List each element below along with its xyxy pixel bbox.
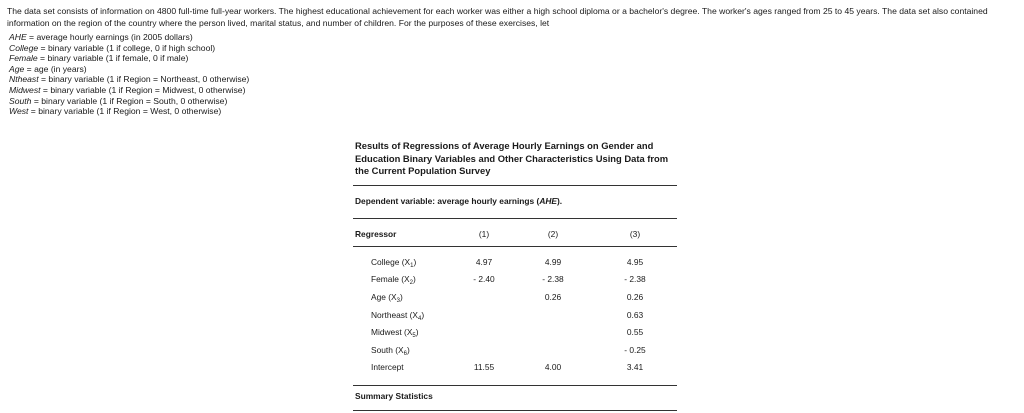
def-desc: = binary variable (1 if Region = Northeast, 0 otherwise) (38, 74, 250, 85)
table-row (0, 292, 1024, 307)
table-title: Results of Regressions of Average Hourly Earnings on Gender and Education Binary Variables and Other Characteristics Using Data from the Current Population Survey (355, 140, 669, 177)
variable-definitions (9, 32, 249, 117)
def-var: South (9, 95, 32, 106)
header-regressor: Regressor (355, 229, 397, 239)
table-rule-top (353, 185, 677, 186)
row-label: Female $(X_2)$ (371, 274, 416, 286)
def-desc: = age (in years) (24, 63, 87, 74)
cell-col-3: 0.63 (626, 310, 644, 320)
table-rule-header-bottom (353, 246, 677, 247)
def-var: AHE (9, 32, 27, 42)
header-col-1: (1) (478, 229, 490, 239)
definition-female (9, 53, 249, 64)
table-row (0, 362, 1024, 377)
table-row (0, 327, 1024, 342)
definition-ntheast (9, 74, 249, 85)
cell-col-3: - 2.38 (624, 274, 646, 284)
row-label: College $(X_1)$ (371, 257, 417, 269)
dependent-variable-line (355, 196, 562, 206)
table-rule-header-top (353, 218, 677, 219)
def-var: Age (9, 63, 25, 74)
depvar-name: AHE (539, 196, 557, 206)
cell-col-3: 3.41 (626, 362, 644, 372)
depvar-suffix: ). (557, 196, 563, 206)
definition-age (9, 64, 249, 75)
def-var: College (9, 42, 39, 53)
cell-col-2: 0.26 (544, 292, 562, 302)
intro-paragraph: The data set consists of information on 4800 full-time full-year workers. The highest educational achievement for each worker was either a high school diploma or a bachelor's degree. The worker's ages ranged from 25 to 45 years. The data set also contained information on the region of the country where the person lived, marital status, and number of children. For the purposes of these exercises, let (7, 6, 988, 28)
def-var: Midwest (9, 84, 41, 95)
definition-west (9, 106, 249, 117)
def-desc: = average hourly earnings (in 2005 dollars) (26, 32, 193, 42)
cell-col-2: 4.00 (544, 362, 562, 372)
row-label: South $(X_6)$ (371, 345, 410, 357)
header-col-2: (2) (547, 229, 559, 239)
def-desc: = binary variable (1 if college, 0 if high school) (38, 42, 216, 53)
def-desc: = binary variable (1 if Region = Midwest, 0 otherwise) (40, 84, 246, 95)
definition-south (9, 96, 249, 107)
cell-col-1: 4.97 (475, 257, 493, 267)
cell-col-1: 11.55 (473, 362, 495, 372)
row-label: Intercept (371, 362, 404, 372)
definition-college (9, 43, 249, 54)
cell-col-3: - 0.25 (624, 345, 646, 355)
table-rule-summary-bottom (353, 410, 677, 411)
summary-statistics-heading: Summary Statistics (355, 391, 433, 401)
definition-midwest (9, 85, 249, 96)
cell-col-2: 4.99 (544, 257, 562, 267)
header-col-3: (3) (629, 229, 641, 239)
definition-ahe (9, 32, 249, 43)
def-var: West (9, 106, 29, 117)
row-label: Age $(X_3)$ (371, 292, 403, 304)
table-row (0, 345, 1024, 360)
cell-col-3: 4.95 (626, 257, 644, 267)
row-label: Midwest $(X_5)$ (371, 327, 419, 339)
table-row (0, 257, 1024, 272)
cell-col-1: - 2.40 (473, 274, 495, 284)
table-row (0, 310, 1024, 325)
depvar-prefix: Dependent variable: average hourly earnings ( (355, 196, 540, 206)
row-label: Northeast $(X_4)$ (371, 310, 425, 322)
def-var: Female (9, 53, 38, 64)
cell-col-2: - 2.38 (542, 274, 564, 284)
def-desc: = binary variable (1 if Region = South, 0 otherwise) (31, 95, 228, 106)
def-desc: = binary variable (1 if Region = West, 0 otherwise) (28, 106, 222, 117)
cell-col-3: 0.26 (626, 292, 644, 302)
cell-col-3: 0.55 (626, 327, 644, 337)
def-desc: = binary variable (1 if female, 0 if male) (37, 53, 189, 64)
table-rule-summary-top (353, 385, 677, 386)
table-row (0, 274, 1024, 289)
def-var: Ntheast (9, 74, 39, 85)
